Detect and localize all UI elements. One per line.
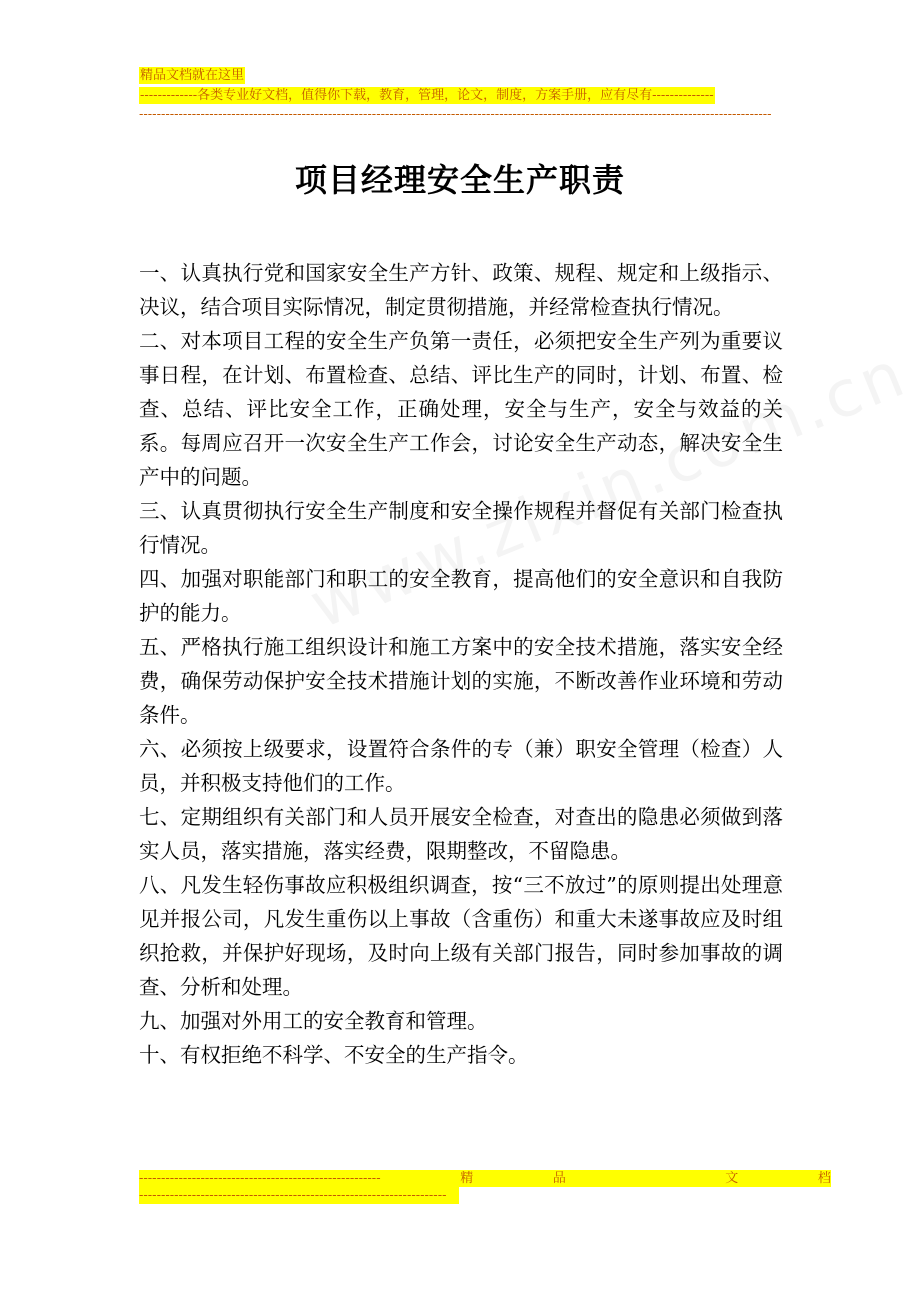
paragraph: 二、对本项目工程的安全生产负第一责任，必须把安全生产列为重要议事日程，在计划、布置检查、总结、评比生产的同时，计划、布置、检查、总结、评比安全工作，正确处理，安全与生产，安全与效益的关系。每周应召开一次安全生产工作会，讨论安全生产动态，解决安全生产中的问题。 [139,329,783,489]
header-banner-title: 精品文档就在这里 [140,68,245,83]
paragraph: 十、有权拒绝不科学、不安全的生产指令。 [139,1043,529,1067]
paragraph: 五、严格执行施工组织设计和施工方案中的安全技术措施，落实安全经费，确保劳动保护安全技术措施计划的实施，不断改善作业环境和劳动条件。 [139,635,783,727]
footer-word: 档 [817,1171,831,1186]
footer-banner [139,1170,831,1208]
paragraph: 六、必须按上级要求，设置符合条件的专（兼）职安全管理（检查）人员，并积极支持他们的工作。 [139,737,783,795]
paragraph: 九、加强对外用工的安全教育和管理。 [139,1009,488,1033]
footer-word: 品 [552,1171,566,1186]
footer-word: 精 [460,1171,474,1186]
paragraph: 七、定期组织有关部门和人员开展安全检查，对查出的隐患必须做到落实人员，落实措施，落实经费，限期整改，不留隐患。 [139,805,783,863]
page-title: 项目经理安全生产职责 [294,161,625,199]
footer-dashes: ------------------------------------------------------- [139,1171,381,1186]
paragraph: 八、凡发生轻伤事故应积极组织调查，按“三不放过”的原则提出处理意见并报公司，凡发生重伤以上事故（含重伤）和重大未遂事故应及时组织抢救，并保护好现场，及时向上级有关部门报告，同时参加事故的调查、分析和处理。 [139,873,783,999]
paragraph: 一、认真执行党和国家安全生产方针、政策、规程、规定和上级指示、决议，结合项目实际情况，制定贯彻措施，并经常检查执行情况。 [139,261,783,319]
document-body [139,256,783,1072]
footer-word: 文 [725,1171,739,1186]
footer-dashed-line: ---------------------------------------------------------------------- [139,1187,459,1204]
paragraph: 三、认真贯彻执行安全生产制度和安全操作规程并督促有关部门检查执行情况。 [139,499,783,557]
footer-banner-line [139,1170,831,1187]
paragraph: 四、加强对职能部门和职工的安全教育，提高他们的安全意识和自我防护的能力。 [139,567,783,625]
header-banner-tagline: -------------各类专业好文档，值得你下载，教育，管理，论文，制度，方案手册，应有尽有-------------- [140,88,714,103]
header-dashed-separator: ------------------------------------------------------------------------------------------------------------------------------------------------ [139,107,772,122]
